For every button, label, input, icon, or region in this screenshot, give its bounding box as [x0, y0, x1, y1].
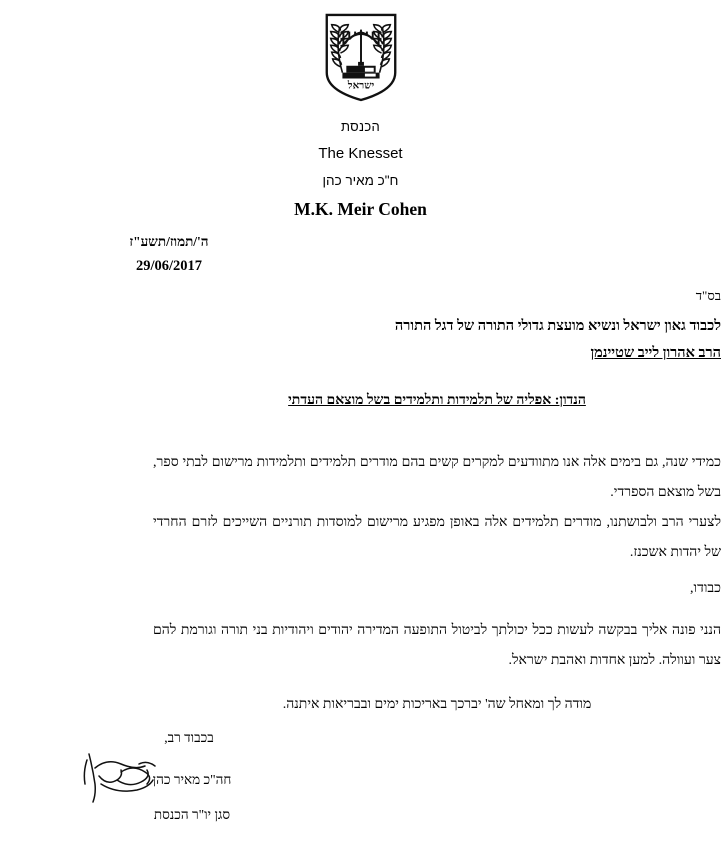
body-paragraph-1: כמידי שנה, גם בימים אלה אנו מתוודעים למקרים קשים בהם מודרים תלמידים ותלמידות מרישום לבתי ספר, בשל מוצאם הספרדי.: [153, 455, 721, 501]
org-name-hebrew: הכנסת: [340, 119, 380, 134]
signature-name: חה"כ מאיר כהן: [152, 772, 232, 787]
org-name-english: The Knesset: [318, 144, 403, 162]
bsd-header: בס"ד: [695, 288, 721, 303]
subject-line: הנדון: אפליה של תלמידות ותלמידים בשל מוצאם העדתי: [288, 393, 586, 408]
body-paragraph-3: הנני פונה אליך בבקשה לעשות ככל יכולתך לביטול התופעה המדירה יהודים ויהודיות בני תורה וגורמת להם צער ועוולה. למען אחדות ואהבת ישראל.: [153, 623, 721, 669]
salutation: כבודו,: [690, 581, 721, 596]
addressee-block: [153, 313, 721, 367]
addressee-line-2: הרב אהרון לייב שטיינמן: [590, 344, 721, 361]
gregorian-date: 29/06/2017: [135, 258, 203, 275]
emblem-container: [0, 12, 721, 102]
hebrew-date: ה'/תמוז/תשע"ז: [129, 234, 209, 249]
body-paragraph-2: לצערי הרב ולבושתנו, מודרים תלמידים אלה באופן מפגיע מרישום למוסדות תורניים השייכים לזרם החרדי של יהדות אשכנז.: [153, 515, 721, 561]
member-name-hebrew: ח"כ מאיר כהן: [322, 173, 399, 189]
signature-title: סגן יו"ר הכנסת: [153, 807, 231, 822]
addressee-line-1: לכבוד גאון ישראל ונשיא מועצת גדולי התורה של דגל התורה: [394, 318, 721, 334]
letterhead: [0, 120, 721, 218]
israel-state-emblem-icon: [322, 12, 400, 102]
date-block: [74, 232, 264, 278]
svg-text:ישראל: ישראל: [347, 80, 374, 92]
member-name-english: M.K. Meir Cohen: [294, 198, 427, 219]
signature-regards: בכבוד רב,: [164, 730, 214, 745]
signature-block: [82, 730, 302, 823]
closing-wish: מודה לך ומאחל שה' יברכך באריכות ימים ובבריאות איתנה.: [282, 697, 592, 712]
